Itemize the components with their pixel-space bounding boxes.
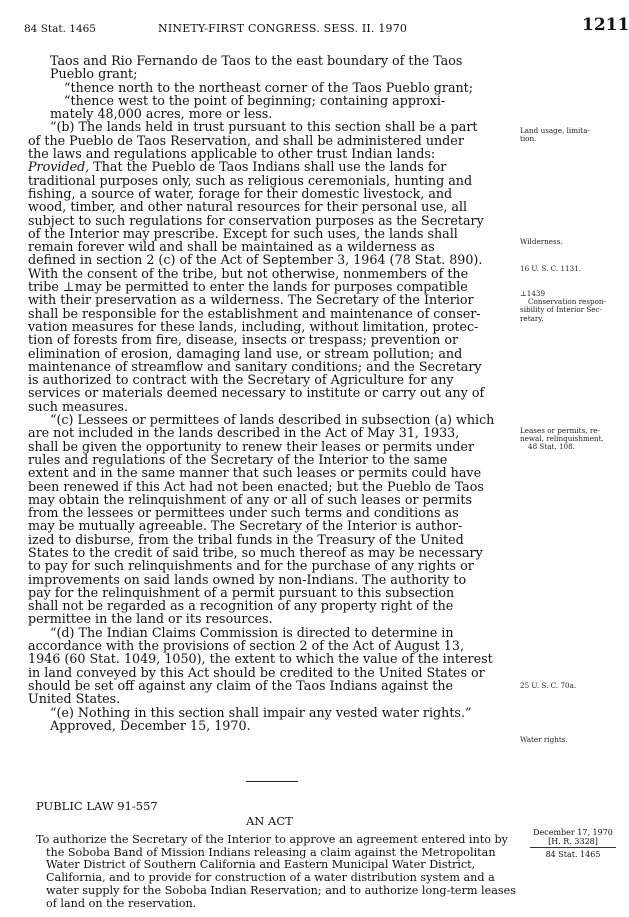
body-line: maintenance of streamflow and sanitary conditions; and the Secretary: [28, 358, 482, 374]
body-line: with their preservation as a wilderness. The Secretary of the Interior: [28, 292, 474, 308]
body-line: shall be responsible for the establishment and maintenance of conser-: [28, 305, 481, 321]
date-note-rule: [530, 847, 616, 848]
body-line: With the consent of the tribe, but not otherwise, nonmembers of the: [28, 265, 469, 281]
body-line: in land conveyed by this Act should be credited to the United States or: [28, 664, 485, 680]
body-line: “(e) Nothing in this section shall impair any vested water rights.”: [50, 704, 472, 720]
margin-note-line: Land usage, limita-: [520, 126, 590, 135]
body-line: wood, timber, and other natural resources for their personal use, all: [28, 199, 468, 215]
margin-note-line: tion.: [520, 134, 537, 144]
body-line: States to the credit of said tribe, so much thereof as may be necessary: [28, 544, 483, 560]
body-line: Provided, That the Pueblo de Taos Indians shall use the lands for: [28, 159, 447, 175]
body-line: the laws and regulations applicable to other trust Indian lands:: [28, 146, 436, 162]
body-line: “(b) The lands held in trust pursuant to this section shall be a part: [50, 119, 478, 135]
body-line: such measures.: [28, 398, 128, 414]
margin-note-water-rights: [520, 736, 620, 744]
body-line: shall not be regarded as a recognition of any property right of the: [28, 598, 454, 614]
body-line: “(d) The Indian Claims Commission is directed to determine in: [50, 624, 454, 640]
margin-note-leases: [520, 427, 620, 452]
margin-note-line: retary.: [520, 313, 544, 323]
body-line: “(c) Lessees or permittees of lands described in subsection (a) which: [50, 412, 495, 428]
margin-note-line: Leases or permits, re-: [520, 426, 600, 435]
margin-note-line: ⊥1439: [520, 289, 546, 298]
body-line: shall be given the opportunity to renew their leases or permits under: [28, 438, 475, 454]
body-line: United States.: [28, 691, 121, 707]
body-line: “thence north to the northeast corner of the Taos Pueblo grant;: [64, 79, 474, 95]
body-line: should be set off against any claim of the Taos Indians against the: [28, 677, 454, 693]
margin-note-line: 16 U. S. C. 1131.: [520, 264, 582, 273]
body-line: Pueblo grant;: [50, 66, 138, 82]
body-line: Approved, December 15, 1970.: [50, 717, 251, 733]
purpose-line: of land on the reservation.: [46, 896, 197, 910]
margin-note-land-usage: [520, 127, 620, 143]
body-line: improvements on said lands owned by non-Indians. The authority to: [28, 571, 467, 587]
section-divider: [246, 781, 298, 782]
margin-note-line: newal, relinquishment.: [520, 434, 604, 444]
body-line: “thence west to the point of beginning; containing approxi-: [64, 92, 446, 108]
purpose-line: To authorize the Secretary of the Interior to approve an agreement entered into by: [36, 833, 508, 846]
body-line: accordance with the provisions of section 2 of the Act of August 13,: [28, 638, 464, 654]
statute-body-text: [28, 54, 504, 732]
body-line: pay for the relinquishment of a permit pursuant to this subsection: [28, 584, 455, 600]
margin-note-line: 48 Stat. 108.: [528, 442, 575, 452]
enactment-date: December 17, 1970: [533, 828, 613, 837]
margin-note-line: Conservation respon-: [528, 297, 606, 307]
margin-note-wilderness: [520, 238, 620, 246]
body-line: from the lessees or permittees under such terms and conditions as: [28, 505, 459, 521]
margin-note-line: Water rights.: [520, 735, 568, 744]
header-congress-session: NINETY-FIRST CONGRESS. SESS. II. 1970: [158, 22, 408, 35]
stat-reference: 84 Stat. 1465: [545, 850, 601, 859]
body-line: defined in section 2 (c) of the Act of September 3, 1964 (78 Stat. 890).: [28, 252, 483, 268]
body-line: ized to disburse, from the tribal funds in the Treasury of the United: [28, 531, 464, 547]
purpose-line: California, and to provide for construction of a water distribution system and a: [46, 871, 495, 885]
margin-note-usc-70a: [520, 682, 620, 690]
body-line: mately 48,000 acres, more or less.: [50, 106, 273, 122]
body-line: been renewed if this Act had not been enacted; but the Pueblo de Taos: [28, 478, 484, 494]
act-heading: AN ACT: [246, 814, 293, 828]
body-line: fishing, a source of water, forage for their domestic livestock, and: [28, 185, 453, 201]
body-line: is authorized to contract with the Secretary of Agriculture for any: [28, 372, 454, 388]
public-law-number: PUBLIC LAW 91-557: [36, 799, 158, 813]
body-line: Taos and Rio Fernando de Taos to the east boundary of the Taos: [50, 53, 463, 68]
body-line: may be mutually agreeable. The Secretary of the Interior is author-: [28, 518, 463, 534]
header-stat-reference: 84 Stat. 1465: [24, 23, 96, 35]
body-line: remain forever wild and shall be maintained as a wilderness as: [28, 239, 435, 255]
enactment-date-note: [528, 828, 618, 859]
margin-note-line: sibility of Interior Sec-: [520, 305, 603, 315]
body-line: traditional purposes only, such as religious ceremonials, hunting and: [28, 172, 473, 188]
purpose-line: water supply for the Soboba Indian Reservation; and to authorize long-term leases: [46, 883, 516, 897]
margin-note-conservation: [520, 290, 620, 323]
purpose-line: Water District of Southern California and Eastern Municipal Water District,: [46, 858, 476, 872]
margin-note-usc-1131: [520, 265, 620, 273]
bill-number: [H. R. 3328]: [548, 837, 598, 846]
purpose-line: the Soboba Band of Mission Indians releasing a claim against the Metropolitan: [46, 845, 496, 859]
body-line: tribe ⊥may be permitted to enter the lands for purposes compatible: [28, 279, 468, 295]
margin-note-line: 25 U. S. C. 70a.: [520, 681, 577, 690]
act-purpose: [36, 833, 516, 910]
body-line: to pay for such relinquishments and for the purchase of any rights or: [28, 558, 474, 574]
body-line: tion of forests from fire, disease, insects or trespass; prevention or: [28, 332, 459, 348]
body-line: permittee in the land or its resources.: [28, 611, 273, 627]
body-line: are not included in the lands described in the Act of May 31, 1933,: [28, 425, 460, 441]
body-line: may obtain the relinquishment of any or all of such leases or permits: [28, 491, 472, 507]
page-number: 1211: [582, 15, 629, 35]
body-line: of the Pueblo de Taos Reservation, and shall be administered under: [28, 132, 464, 148]
body-line: vation measures for these lands, including, without limitation, protec-: [28, 318, 479, 334]
body-line: rules and regulations of the Secretary of the Interior to the same: [28, 451, 448, 467]
body-line: services or materials deemed necessary to institute or carry out any of: [28, 385, 485, 401]
margin-note-line: Wilderness.: [520, 237, 563, 246]
body-line: elimination of erosion, damaging land use, or stream pollution; and: [28, 345, 463, 361]
body-line: extent and in the same manner that such leases or permits could have: [28, 465, 482, 481]
body-line: 1946 (60 Stat. 1049, 1050), the extent to which the value of the interest: [28, 651, 493, 667]
body-line: of the Interior may prescribe. Except for such uses, the lands shall: [28, 225, 458, 241]
body-line: subject to such regulations for conservation purposes as the Secretary: [28, 212, 484, 228]
